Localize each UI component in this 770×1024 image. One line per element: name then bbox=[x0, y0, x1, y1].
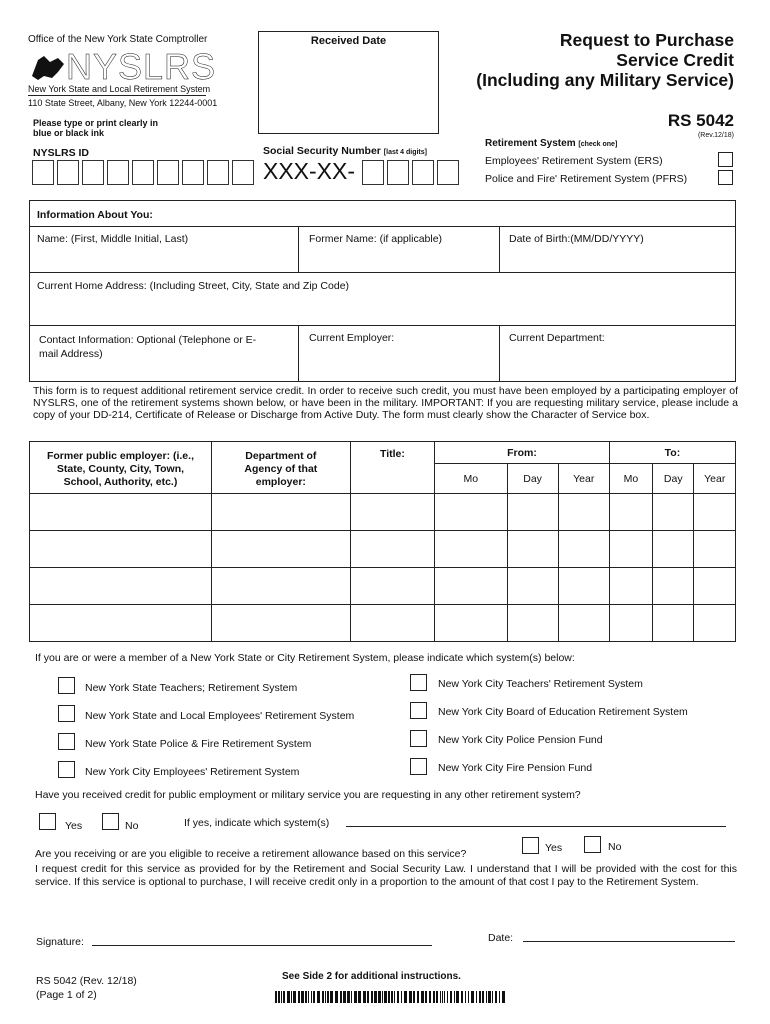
col-from-text: From: bbox=[507, 447, 537, 459]
form-title bbox=[476, 30, 734, 90]
contact-field[interactable] bbox=[30, 325, 298, 382]
barcode-bar bbox=[394, 991, 395, 1003]
barcode-bar bbox=[325, 991, 326, 1003]
table-cell[interactable] bbox=[609, 494, 652, 531]
barcode-bar bbox=[425, 991, 427, 1003]
barcode-bar bbox=[358, 991, 361, 1003]
barcode-bar bbox=[388, 991, 390, 1003]
col-header-title bbox=[350, 442, 434, 494]
barcode-bar bbox=[421, 991, 424, 1003]
footer-page: (Page 1 of 2) bbox=[36, 989, 97, 1001]
id-digit-box[interactable] bbox=[57, 160, 79, 185]
date-label: Date: bbox=[488, 932, 514, 944]
barcode-bar bbox=[444, 991, 445, 1003]
home-address-label: Current Home Address: (Including Street, City, State and Zip Code) bbox=[37, 280, 350, 292]
barcode-bar bbox=[384, 991, 387, 1003]
nyc-board-education-checkbox[interactable] bbox=[410, 702, 427, 719]
current-employer-field[interactable] bbox=[299, 325, 499, 382]
current-department-label: Current Department: bbox=[509, 332, 605, 344]
table-cell[interactable] bbox=[211, 494, 350, 531]
nys-teachers-label: New York State Teachers; Retirement System bbox=[85, 682, 298, 694]
barcode-bar bbox=[305, 991, 307, 1003]
from-day-header: Day bbox=[507, 464, 558, 494]
barcode-bar bbox=[499, 991, 500, 1003]
col-to-text: To: bbox=[664, 447, 681, 459]
contact-label: Contact Information: Optional (Telephone or E-mail Address) bbox=[39, 334, 257, 360]
barcode-bar bbox=[482, 991, 484, 1003]
table-cell[interactable] bbox=[507, 494, 558, 531]
barcode-bar bbox=[502, 991, 505, 1003]
home-address-field[interactable] bbox=[30, 272, 736, 325]
barcode-bar bbox=[397, 991, 399, 1003]
ssn-digit-box[interactable] bbox=[412, 160, 434, 185]
table-cell[interactable] bbox=[350, 605, 434, 642]
other-credit-question: Have you received credit for public employment or military service you are requesting in any other retirement system? bbox=[35, 789, 581, 801]
barcode bbox=[275, 990, 507, 1002]
barcode-bar bbox=[311, 991, 312, 1003]
barcode-bar bbox=[495, 991, 497, 1003]
barcode-bar bbox=[447, 991, 448, 1003]
signature-line[interactable] bbox=[92, 945, 432, 946]
id-digit-box[interactable] bbox=[82, 160, 104, 185]
barcode-bar bbox=[479, 991, 481, 1003]
ssn-label bbox=[263, 145, 427, 157]
nyc-teachers-label: New York City Teachers' Retirement System bbox=[438, 678, 643, 690]
if-yes-systems-input[interactable] bbox=[346, 826, 726, 827]
id-digit-box[interactable] bbox=[107, 160, 129, 185]
retirement-system-label bbox=[485, 138, 617, 149]
barcode-bar bbox=[308, 991, 309, 1003]
barcode-bar bbox=[317, 991, 320, 1003]
id-digit-box[interactable] bbox=[207, 160, 229, 185]
barcode-bar bbox=[291, 991, 292, 1003]
barcode-bar bbox=[343, 991, 346, 1003]
pfrs-checkbox[interactable] bbox=[718, 170, 733, 185]
title-line-2: Service Credit bbox=[616, 50, 734, 70]
other-credit-no-label: No bbox=[125, 820, 139, 832]
table-cell[interactable] bbox=[435, 494, 507, 531]
table-cell[interactable] bbox=[30, 568, 212, 605]
barcode-bar bbox=[409, 991, 412, 1003]
table-cell[interactable] bbox=[653, 494, 694, 531]
table-cell[interactable] bbox=[609, 568, 652, 605]
table-cell[interactable] bbox=[30, 531, 212, 568]
to-year-header: Year bbox=[694, 464, 736, 494]
barcode-bar bbox=[363, 991, 366, 1003]
footer-form-rev: RS 5042 (Rev. 12/18) bbox=[36, 975, 137, 987]
barcode-bar bbox=[492, 991, 493, 1003]
table-cell[interactable] bbox=[694, 568, 736, 605]
nyslrs-id-label: NYSLRS ID bbox=[33, 147, 90, 159]
barcode-bar bbox=[382, 991, 383, 1003]
table-cell[interactable] bbox=[653, 568, 694, 605]
ers-label: Employees' Retirement System (ERS) bbox=[485, 155, 663, 167]
barcode-bar bbox=[488, 991, 491, 1003]
barcode-bar bbox=[391, 991, 393, 1003]
former-name-label: Former Name: (if applicable) bbox=[309, 233, 443, 245]
table-cell[interactable] bbox=[609, 531, 652, 568]
barcode-bar bbox=[465, 991, 466, 1003]
system-address: 110 State Street, Albany, New York 12244-0001 bbox=[28, 98, 218, 108]
table-cell[interactable] bbox=[507, 605, 558, 642]
allowance-yes-label: Yes bbox=[545, 842, 563, 854]
barcode-bar bbox=[442, 991, 443, 1003]
ssn-input[interactable] bbox=[362, 160, 462, 185]
table-row bbox=[30, 568, 736, 605]
table-cell[interactable] bbox=[653, 531, 694, 568]
barcode-bar bbox=[440, 991, 441, 1003]
table-cell[interactable] bbox=[435, 568, 507, 605]
barcode-bar bbox=[456, 991, 459, 1003]
barcode-bar bbox=[313, 991, 315, 1003]
name-field[interactable] bbox=[30, 226, 298, 272]
barcode-bar bbox=[281, 991, 282, 1003]
nyc-fire-pension-checkbox[interactable] bbox=[410, 758, 427, 775]
to-mo-header: Mo bbox=[609, 464, 652, 494]
nys-teachers-checkbox[interactable] bbox=[58, 677, 75, 694]
ers-checkbox[interactable] bbox=[718, 152, 733, 167]
dob-field[interactable] bbox=[500, 226, 736, 272]
barcode-bar bbox=[322, 991, 324, 1003]
other-credit-no-checkbox[interactable] bbox=[102, 813, 119, 830]
barcode-bar bbox=[298, 991, 300, 1003]
ssn-digit-box[interactable] bbox=[362, 160, 384, 185]
title-line-3: (Including any Military Service) bbox=[476, 70, 734, 90]
barcode-bar bbox=[374, 991, 377, 1003]
to-day-header: Day bbox=[653, 464, 694, 494]
col-header-department bbox=[211, 442, 350, 494]
nyc-police-pension-checkbox[interactable] bbox=[410, 730, 427, 747]
barcode-bar bbox=[436, 991, 438, 1003]
barcode-bar bbox=[429, 991, 431, 1003]
certification-text: I request credit for this service as provided for by the Retirement and Social Security Law. I understand that I will be provided with the cost for this service. If this service is optional to purchase, I will receive credit only in a proportion to the amount of that cost I pay to the Retirement System. bbox=[35, 863, 737, 888]
table-cell[interactable] bbox=[435, 531, 507, 568]
from-year-header: Year bbox=[558, 464, 609, 494]
barcode-bar bbox=[371, 991, 373, 1003]
revision-label: (Rev.12/18) bbox=[697, 132, 734, 139]
table-cell[interactable] bbox=[558, 568, 609, 605]
current-employer-label: Current Employer: bbox=[309, 332, 395, 344]
received-date-box[interactable] bbox=[258, 31, 439, 134]
allowance-no-checkbox[interactable] bbox=[584, 836, 601, 853]
barcode-bar bbox=[354, 991, 357, 1003]
logo-text: NYSLRS bbox=[66, 46, 217, 87]
barcode-bar bbox=[476, 991, 477, 1003]
date-line[interactable] bbox=[523, 941, 735, 942]
ssn-hint: [last 4 digits] bbox=[383, 149, 427, 156]
if-yes-label: If yes, indicate which system(s) bbox=[184, 817, 330, 829]
table-cell[interactable] bbox=[350, 568, 434, 605]
table-cell[interactable] bbox=[507, 568, 558, 605]
table-cell[interactable] bbox=[211, 568, 350, 605]
former-name-field[interactable] bbox=[299, 226, 499, 272]
nyc-employees-label: New York City Employees' Retirement System bbox=[85, 766, 300, 778]
from-mo-header: Mo bbox=[435, 464, 507, 494]
nys-local-employees-checkbox[interactable] bbox=[58, 705, 75, 722]
barcode-bar bbox=[347, 991, 350, 1003]
table-row bbox=[30, 494, 736, 531]
nyc-board-education-label: New York City Board of Education Retirement System bbox=[438, 706, 688, 718]
print-note: Please type or print clearly in blue or black ink bbox=[33, 118, 159, 138]
nys-police-fire-label: New York State Police & Fire Retirement System bbox=[85, 738, 312, 750]
table-cell[interactable] bbox=[507, 531, 558, 568]
table-cell[interactable] bbox=[30, 494, 212, 531]
barcode-bar bbox=[417, 991, 419, 1003]
barcode-bar bbox=[404, 991, 407, 1003]
table-cell[interactable] bbox=[653, 605, 694, 642]
table-cell[interactable] bbox=[558, 531, 609, 568]
col-title-text: Title: bbox=[379, 448, 405, 460]
barcode-bar bbox=[454, 991, 455, 1003]
name-label: Name: (First, Middle Initial, Last) bbox=[37, 233, 189, 245]
barcode-bar bbox=[413, 991, 415, 1003]
barcode-bar bbox=[461, 991, 463, 1003]
allowance-no-label: No bbox=[608, 841, 622, 853]
col-header-from bbox=[435, 442, 610, 464]
col-header-to bbox=[609, 442, 735, 464]
dob-label: Date of Birth:(MM/DD/YYYY) bbox=[509, 233, 644, 245]
barcode-bar bbox=[351, 991, 352, 1003]
id-digit-box[interactable] bbox=[132, 160, 154, 185]
table-row bbox=[30, 531, 736, 568]
ssn-prefix: XXX-XX- bbox=[263, 158, 356, 184]
table-cell[interactable] bbox=[211, 531, 350, 568]
id-digit-box[interactable] bbox=[157, 160, 179, 185]
table-cell[interactable] bbox=[211, 605, 350, 642]
ssn-digit-box[interactable] bbox=[437, 160, 459, 185]
signature-label: Signature: bbox=[36, 936, 84, 948]
barcode-bar bbox=[401, 991, 402, 1003]
info-heading: Information About You: bbox=[37, 209, 153, 221]
barcode-bar bbox=[450, 991, 452, 1003]
state-outline-icon bbox=[28, 50, 68, 82]
table-cell[interactable] bbox=[350, 494, 434, 531]
nyc-fire-pension-label: New York City Fire Pension Fund bbox=[438, 762, 593, 774]
intro-paragraph: This form is to request additional retirement service credit. In order to receive such credit, you must have been employed by a participating employer of NYSLRS, one of the retirement systems shown below, or have been in the military. IMPORTANT: If you are requesting military service, please include a copy of your DD-214, Certificate of Release or Discharge from Active Duty. The form must clearly show the Character of Service box. bbox=[33, 385, 738, 421]
barcode-bar bbox=[330, 991, 333, 1003]
barcode-graphic bbox=[275, 991, 507, 1003]
info-section bbox=[29, 200, 736, 382]
id-digit-box[interactable] bbox=[32, 160, 54, 185]
nyc-police-pension-label: New York City Police Pension Fund bbox=[438, 734, 603, 746]
nyslrs-id-input[interactable] bbox=[32, 160, 257, 185]
barcode-bar bbox=[301, 991, 304, 1003]
systems-question: If you are or were a member of a New York State or City Retirement System, please indicate which system(s) below: bbox=[35, 652, 575, 664]
barcode-bar bbox=[367, 991, 369, 1003]
see-side-two: See Side 2 for additional instructions. bbox=[282, 971, 461, 982]
nys-local-employees-label: New York State and Local Employees' Retirement System bbox=[85, 710, 355, 722]
nyc-teachers-checkbox[interactable] bbox=[410, 674, 427, 691]
ret-system-hint: [check one] bbox=[578, 141, 618, 148]
table-cell[interactable] bbox=[694, 531, 736, 568]
col-header-employer bbox=[30, 442, 212, 494]
office-name: Office of the New York State Comptroller bbox=[28, 34, 208, 45]
table-cell[interactable] bbox=[694, 494, 736, 531]
nys-police-fire-checkbox[interactable] bbox=[58, 733, 75, 750]
col-employer-text: Former public employer: (i.e., State, County, City, Town, School, Authority, etc.) bbox=[46, 450, 194, 488]
ssn-label-text: Social Security Number bbox=[263, 145, 381, 157]
other-credit-yes-checkbox[interactable] bbox=[39, 813, 56, 830]
col-department-text: Department of Agency of that employer: bbox=[244, 450, 318, 488]
allowance-yes-checkbox[interactable] bbox=[522, 837, 539, 854]
table-cell[interactable] bbox=[30, 605, 212, 642]
table-cell[interactable] bbox=[558, 605, 609, 642]
barcode-bar bbox=[287, 991, 290, 1003]
id-digit-box[interactable] bbox=[232, 160, 254, 185]
nyc-employees-checkbox[interactable] bbox=[58, 761, 75, 778]
allowance-question: Are you receiving or are you eligible to receive a retirement allowance based on this service? bbox=[35, 848, 467, 860]
id-digit-box[interactable] bbox=[182, 160, 204, 185]
barcode-bar bbox=[340, 991, 342, 1003]
ssn-digit-box[interactable] bbox=[387, 160, 409, 185]
system-name: New York State and Local Retirement System bbox=[28, 84, 211, 94]
service-history-table bbox=[29, 441, 736, 642]
barcode-bar bbox=[283, 991, 285, 1003]
title-line-1: Request to Purchase bbox=[559, 30, 734, 50]
barcode-bar bbox=[471, 991, 474, 1003]
barcode-bar bbox=[327, 991, 329, 1003]
barcode-bar bbox=[278, 991, 280, 1003]
table-cell[interactable] bbox=[435, 605, 507, 642]
barcode-bar bbox=[275, 991, 277, 1003]
barcode-bar bbox=[335, 991, 338, 1003]
barcode-bar bbox=[378, 991, 381, 1003]
barcode-bar bbox=[433, 991, 435, 1003]
other-credit-yes-label: Yes bbox=[65, 820, 83, 832]
barcode-bar bbox=[486, 991, 487, 1003]
form-number: RS 5042 bbox=[667, 111, 734, 130]
received-date-label: Received Date bbox=[310, 35, 387, 47]
current-department-field[interactable] bbox=[500, 325, 736, 382]
barcode-bar bbox=[468, 991, 469, 1003]
table-cell[interactable] bbox=[609, 605, 652, 642]
ret-system-text: Retirement System bbox=[485, 138, 576, 149]
table-cell[interactable] bbox=[558, 494, 609, 531]
table-row bbox=[30, 605, 736, 642]
barcode-bar bbox=[293, 991, 296, 1003]
table-cell[interactable] bbox=[350, 531, 434, 568]
pfrs-label: Police and Fire' Retirement System (PFRS) bbox=[485, 173, 688, 185]
table-cell[interactable] bbox=[694, 605, 736, 642]
